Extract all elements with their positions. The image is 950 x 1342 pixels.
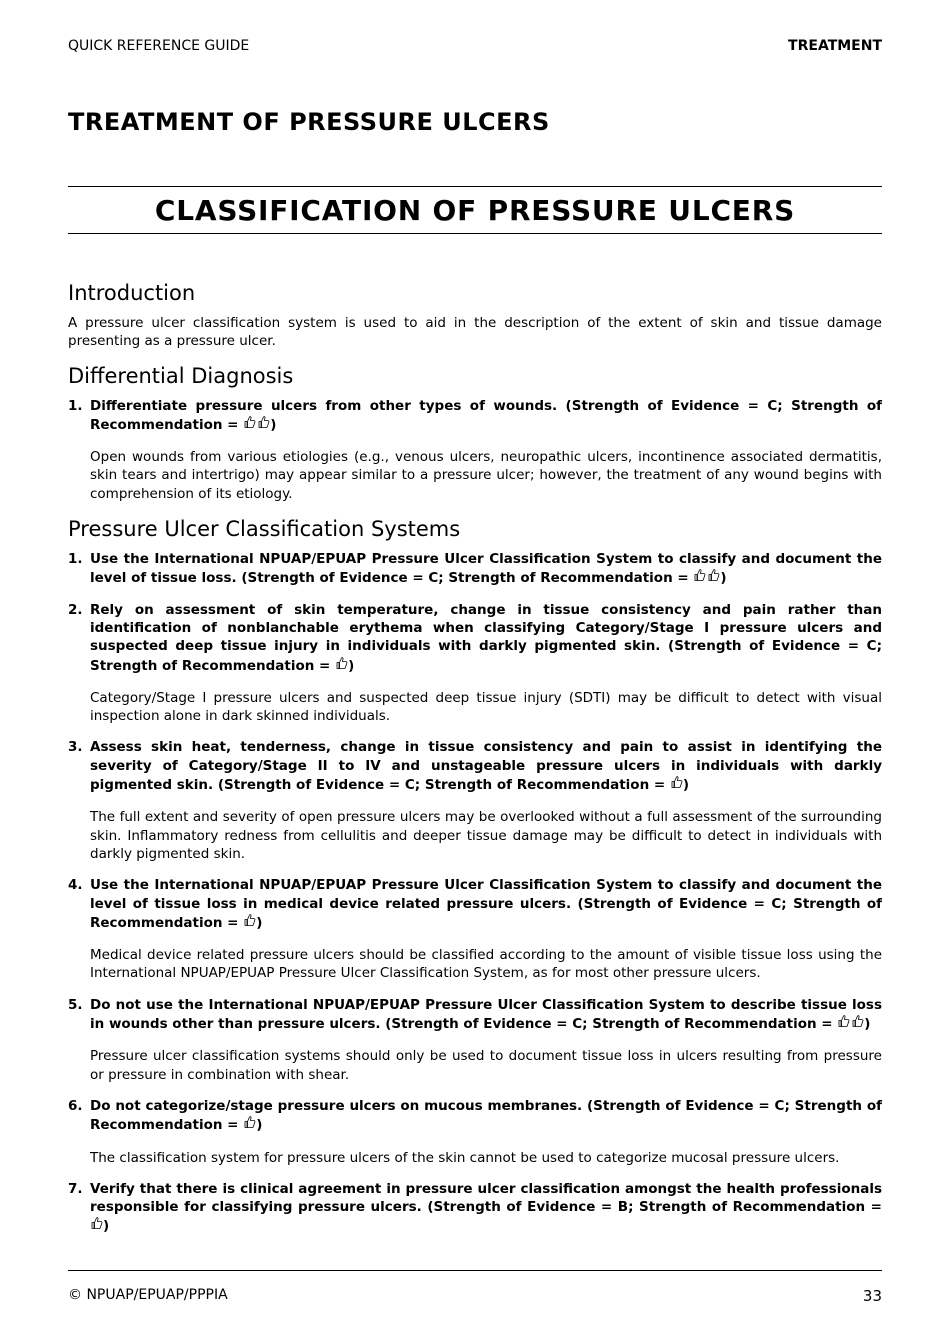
recommendation-item	[68, 996, 882, 1084]
introduction-heading: Introduction	[68, 281, 196, 305]
recommendation-number: 7.	[68, 1180, 83, 1197]
recommendation-statement-text: Do not use the International NPUAP/EPUAP Pressure Ulcer Classification System to describe tissue loss in wounds other than pressure ulcers. (Strength of Evidence = C; Strength of Recommendation =	[90, 996, 882, 1033]
classification-list	[68, 550, 882, 1236]
recommendation-body	[90, 550, 882, 588]
recommendation-statement: Do not use the International NPUAP/EPUAP Pressure Ulcer Classification System to describe tissue loss in wounds other than pressure ulcers. (Strength of Evidence = C; Strength of Recommendation = )	[90, 996, 882, 1033]
recommendation-statement-text: Rely on assessment of skin temperature, change in tissue consistency and pain rather than identification of nonblanchable erythema when classifying Category/Stage I pressure ulcers and suspected deep tissue injury in individuals with darkly pigmented skin. (Strength of Evidence = C; Strength of Recommendation =	[90, 601, 882, 674]
recommendation-strength-icons	[243, 913, 256, 927]
header-guide-label: QUICK REFERENCE GUIDE	[68, 38, 250, 54]
recommendation-item	[68, 601, 882, 726]
recommendation-statement-text: Do not categorize/stage pressure ulcers on mucous membranes. (Strength of Evidence = C; Strength of Recommendation =	[90, 1097, 882, 1134]
recommendation-item	[68, 550, 882, 588]
recommendation-number: 6.	[68, 1097, 83, 1114]
section-title: TREATMENT OF PRESSURE ULCERS	[68, 108, 550, 136]
thumbs-up-icon	[90, 1216, 103, 1230]
recommendation-explanation: Open wounds from various etiologies (e.g., venous ulcers, neuropathic ulcers, incontinence associated dermatitis, skin tears and intertrigo) may appear similar to a pressure ulcer; however, the treatment of any wound begins with comprehension of its etiology.	[90, 449, 882, 502]
thumbs-up-icon	[693, 568, 706, 582]
recommendation-item	[68, 738, 882, 863]
recommendation-explanation: The classification system for pressure ulcers of the skin cannot be used to categorize mucosal pressure ulcers.	[90, 1149, 840, 1166]
thumbs-up-icon	[670, 775, 683, 789]
recommendation-statement: Use the International NPUAP/EPUAP Pressure Ulcer Classification System to classify and document the level of tissue loss in medical device related pressure ulcers. (Strength of Evidence = C; Strength of Recommendation = )	[90, 877, 882, 931]
recommendation-strength-icons	[243, 1115, 256, 1129]
recommendation-strength-icons	[243, 415, 270, 429]
thumbs-up-icon	[243, 415, 256, 429]
recommendation-statement: Verify that there is clinical agreement in pressure ulcer classification amongst the health professionals responsible for classifying pressure ulcers. (Strength of Evidence = B; Strength of Recommendation = )	[90, 1180, 882, 1235]
recommendation-statement-text: Differentiate pressure ulcers from other types of wounds. (Strength of Evidence = C; Strength of Recommendation =	[90, 397, 882, 433]
thumbs-up-icon	[837, 1014, 850, 1028]
differential-list	[68, 397, 882, 503]
thumbs-up-icon	[335, 656, 348, 670]
recommendation-explanation: Category/Stage I pressure ulcers and suspected deep tissue injury (SDTI) may be difficult to detect with visual inspection alone in dark skinned individuals.	[90, 689, 882, 725]
recommendation-statement-text: Use the International NPUAP/EPUAP Pressure Ulcer Classification System to classify and document the level of tissue loss. (Strength of Evidence = C; Strength of Recommendation =	[90, 551, 882, 587]
thumbs-up-icon	[707, 568, 720, 582]
recommendation-number: 1.	[68, 551, 83, 568]
differential-heading: Differential Diagnosis	[68, 363, 294, 388]
running-header	[68, 38, 882, 56]
recommendation-body	[90, 1097, 882, 1167]
thumbs-up-icon	[851, 1014, 864, 1028]
classification-heading: Pressure Ulcer Classification Systems	[68, 517, 461, 542]
thumbs-up-icon	[257, 415, 270, 429]
recommendation-item	[68, 397, 882, 503]
recommendation-strength-icons	[90, 1216, 103, 1230]
footer-copyright: © NPUAP/EPUAP/PPPIA	[68, 1287, 228, 1303]
thumbs-up-icon	[243, 1115, 256, 1129]
page-number: 33	[862, 1287, 882, 1305]
recommendation-statement: Differentiate pressure ulcers from other types of wounds. (Strength of Evidence = C; Strength of Recommendation = )	[90, 397, 882, 433]
recommendation-item	[68, 1097, 882, 1167]
recommendation-number: 4.	[68, 877, 83, 894]
recommendation-body	[90, 1180, 882, 1236]
recommendation-item	[68, 876, 882, 982]
recommendation-number: 1.	[68, 397, 83, 414]
chapter-title: CLASSIFICATION OF PRESSURE ULCERS	[154, 193, 796, 227]
recommendation-statement: Rely on assessment of skin temperature, change in tissue consistency and pain rather than identification of nonblanchable erythema when classifying Category/Stage I pressure ulcers and suspected deep tissue injury in individuals with darkly pigmented skin. (Strength of Evidence = C; Strength of Recommendation = )	[90, 601, 882, 674]
header-section-label: TREATMENT	[788, 38, 882, 54]
main-content	[68, 280, 882, 1249]
recommendation-body	[90, 876, 882, 982]
recommendation-body	[90, 738, 882, 863]
recommendation-strength-icons	[670, 775, 683, 789]
thumbs-up-icon	[243, 913, 256, 927]
recommendation-body	[90, 601, 882, 726]
introduction-text: A pressure ulcer classification system is used to aid in the description of the extent of skin and tissue damage presenting as a pressure ulcer.	[68, 315, 882, 350]
recommendation-statement: Do not categorize/stage pressure ulcers on mucous membranes. (Strength of Evidence = C; Strength of Recommendation = )	[90, 1097, 882, 1134]
recommendation-number: 5.	[68, 996, 83, 1013]
recommendation-statement-text: Assess skin heat, tenderness, change in tissue consistency and pain to assist in identifying the severity of Category/Stage II to IV and unstageable pressure ulcers in individuals with darkly pigmented skin. (Strength of Evidence = C; Strength of Recommendation =	[90, 739, 882, 794]
recommendation-strength-icons	[335, 656, 348, 670]
recommendation-statement-text: Use the International NPUAP/EPUAP Pressure Ulcer Classification System to classify and document the level of tissue loss in medical device related pressure ulcers. (Strength of Evidence = C; Strength of Recommendation =	[90, 877, 882, 931]
recommendation-number: 2.	[68, 601, 83, 618]
recommendation-number: 3.	[68, 739, 83, 756]
recommendation-body	[90, 996, 882, 1084]
recommendation-item	[68, 1180, 882, 1236]
chapter-title-box	[68, 186, 882, 234]
recommendation-statement-text: Verify that there is clinical agreement in pressure ulcer classification amongst the health professionals responsible for classifying pressure ulcers. (Strength of Evidence = B; Strength of Recommendation =	[90, 1180, 882, 1216]
recommendation-strength-icons	[837, 1014, 864, 1028]
recommendation-explanation: Pressure ulcer classification systems should only be used to document tissue loss in ulcers resulting from pressure or pressure in combination with shear.	[90, 1048, 882, 1083]
recommendation-explanation: Medical device related pressure ulcers should be classified according to the amount of visible tissue loss using the International NPUAP/EPUAP Pressure Ulcer Classification System, as for most other pressure ulcers.	[90, 947, 882, 982]
recommendation-statement: Use the International NPUAP/EPUAP Pressure Ulcer Classification System to classify and document the level of tissue loss. (Strength of Evidence = C; Strength of Recommendation = )	[90, 551, 882, 587]
recommendation-body	[90, 397, 882, 503]
recommendation-strength-icons	[693, 568, 720, 582]
footer-divider	[68, 1270, 882, 1271]
recommendation-statement: Assess skin heat, tenderness, change in tissue consistency and pain to assist in identifying the severity of Category/Stage II to IV and unstageable pressure ulcers in individuals with darkly pigmented skin. (Strength of Evidence = C; Strength of Recommendation = )	[90, 739, 882, 794]
recommendation-explanation: The full extent and severity of open pressure ulcers may be overlooked without a full assessment of the surrounding skin. Inflammatory redness from cellulitis and deeper tissue damage may be difficult to detect in individuals with darkly pigmented skin.	[90, 809, 882, 862]
